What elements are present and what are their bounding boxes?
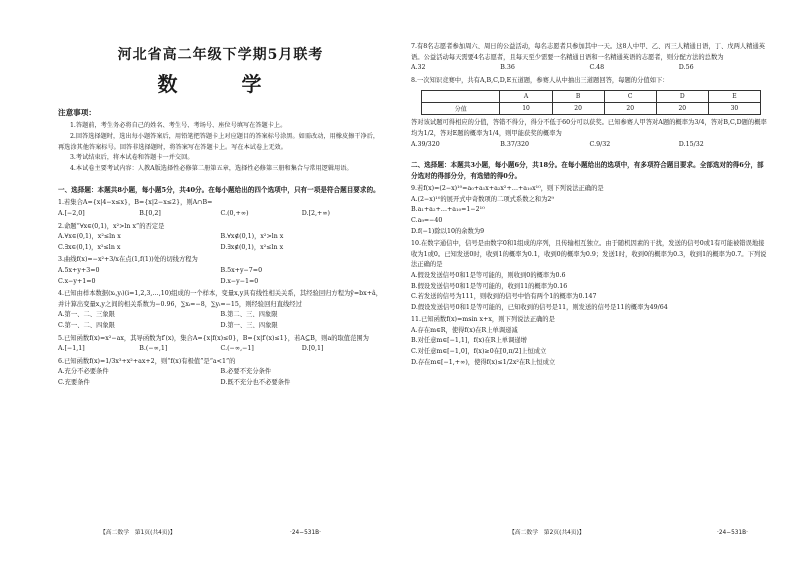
- option: B.[0,2]: [139, 210, 161, 218]
- question-stem: 8.一次知识竞赛中，共有A,B,C,D,E五道题，参赛人从中抽出三道题回答，每题的分值如下：: [411, 76, 669, 84]
- options-q4: [58, 310, 383, 331]
- question-stem-continued: 答对该试题可得相应的分值，答错不得分，得分不低于60分可以获奖。已知参赛人甲答对A题的概率为3/4，答对B,C,D题的概率均为1/2，答对E题的概率为1/4，则甲能获奖的概率为: [411, 119, 767, 137]
- option: A.39/320: [411, 140, 440, 148]
- table-cell: 30: [708, 103, 760, 115]
- option: A.假设发送信号0和1是等可能的，则收到0的概率为0.6: [411, 271, 566, 279]
- option: D.既不充分也不必要条件: [220, 378, 291, 386]
- notes-heading: 注意事项：: [58, 108, 96, 117]
- option: B.第二、三、四象限: [220, 311, 278, 319]
- option: C.(0,+∞): [220, 210, 249, 218]
- option: B.∀x∉(0,1)，x²>ln x: [220, 233, 284, 241]
- table-header-row: [422, 91, 761, 103]
- table-cell: [422, 91, 500, 103]
- question-stem: 5.已知函数f(x)=x²−ax，其导函数为f′(x)，集合A={x|f(x)≤0}，B={x|f′(x)≤1}，若A⊆B，则a的取值范围为: [58, 334, 369, 342]
- section-heading-1: 一、选择题：本题共8小题，每小题5分，共40分。在每小题给出的四个选项中，只有一项是符合题目要求的。: [58, 185, 380, 194]
- question-stem: 11.已知函数f(x)=msin x+x，则下列说法正确的是: [411, 316, 555, 324]
- options-q1: [58, 209, 383, 220]
- options-q2: [58, 232, 383, 253]
- notes-list: [58, 121, 383, 175]
- option: D.存在m∈[−1,+∞)，使得f(x)≤1/2x²在R上恒成立: [411, 358, 556, 366]
- note-item: 3.考试结束后，将本试卷和答题卡一并交回。: [70, 154, 194, 162]
- options-q5: [58, 344, 383, 355]
- note-item: 1.答题前，考生务必将自己的姓名、考生号、考场号、座位号填写在答题卡上。: [70, 122, 287, 129]
- table-cell: 20: [656, 103, 708, 115]
- exam-title: 河北省高二年级下学期5月联考: [117, 47, 324, 63]
- option: C.充要条件: [58, 378, 90, 386]
- option: A.∀x∈(0,1)，x²≤ln x: [58, 233, 121, 241]
- table-cell: 分值: [422, 103, 500, 115]
- table-cell: 10: [500, 103, 552, 115]
- page-2: [397, 0, 794, 562]
- footer-code: ·24−531B·: [717, 530, 748, 536]
- note-item: 4.本试卷主要考试内容：人教A版选择性必修第二册第五章，选择性必修第三册和集合与常用逻辑用语。: [70, 165, 353, 173]
- footer-page-label: 【高二数学 第1页(共4页)】: [100, 530, 176, 536]
- option: A.5x+y+3=0: [58, 267, 100, 275]
- footer-page-label: 【高二数学 第2页(共4页)】: [509, 530, 585, 536]
- table-row: [422, 103, 761, 115]
- option: C.48: [589, 64, 605, 72]
- option: C.a₉=−40: [411, 216, 443, 224]
- question-stem: 6.已知函数f(x)=1/3x³+x²+ax+2，则“f(x)有极值”是“a<1”的: [58, 357, 236, 365]
- option: D.[2,+∞): [301, 210, 331, 218]
- option: B.对任意m∈[−1,1]，f(x)在R上单调递增: [411, 337, 527, 345]
- option: B.5x+y−7=0: [220, 267, 263, 275]
- option: C.(−∞,−1]: [220, 345, 254, 353]
- table-cell: C: [604, 91, 656, 103]
- table-cell: B: [552, 91, 604, 103]
- table-cell: E: [708, 91, 760, 103]
- option: C.9/32: [589, 140, 611, 148]
- option: A.充分不必要条件: [58, 368, 109, 376]
- section-heading-2: 二、选择题：本题共3小题，每小题6分，共18分。在每小题给出的选项中，有多项符合题目要求。全部选对的得6分，部分选对的得部分分，有选错的得0分。: [411, 161, 764, 180]
- table-cell: D: [656, 91, 708, 103]
- table-cell: A: [500, 91, 552, 103]
- question-list: [58, 198, 383, 388]
- option: B.a₁+a₂+…+a₁₀=1−2¹⁰: [411, 206, 485, 214]
- question-stem: 1.若集合A={x|4−x≤x}，B={x|2−x≤2}，则A∩B=: [58, 199, 213, 207]
- option: D.[0,1]: [301, 345, 324, 353]
- option: C.若发送的信号为111，则收到的信号中恰有两个1的概率为0.147: [411, 293, 597, 301]
- score-table: [421, 90, 761, 115]
- options-q9: [411, 195, 768, 237]
- question-stem: 9.若f(x)=(2−x)¹⁰=a₀+a₁x+a₂x²+…+a₁₀x¹⁰，则下列说法正确的是: [411, 185, 604, 193]
- question-stem: 10.在数字通信中，信号是由数字0和1组成的序列，且传输相互独立。由于随机因素的干扰，发送的信号0或1有可能被错误地接收为1或0。已知发送0时，收到1的概率为0.1，收到0的概率为0.9；发送1时，收到0的概率为0.3，收到1的概率为0.7。下列说法正确的是: [411, 240, 767, 269]
- option: D.∃x∉(0,1)，x²≤ln x: [220, 243, 284, 251]
- option: A.(2−x)¹⁰的展开式中奇数项的二项式系数之和为2⁹: [411, 195, 554, 203]
- option: D.56: [678, 64, 694, 72]
- note-item: 2.回答选择题时，选出每小题答案后，用铅笔把答题卡上对应题目的答案标号涂黑。如需改动，用橡皮擦干净后，再选涂其他答案标号。回答非选择题时，将答案写在答题卡上。写在本试卷上无效。: [58, 132, 380, 151]
- question-stem: 7.有8名志愿者参加周六、周日的公益活动，每名志愿者只参加其中一天。这8人中甲、乙、丙三人精通日语，丁、戊两人精通英语。公益活动每天需要4名志愿者，且每天至少需要一名精通日语和一名精通英语的志愿者，则分配方法的总数为: [411, 43, 766, 61]
- option: D.x−y−1=0: [220, 277, 259, 285]
- option: D.假设发送信号0和1是等可能的，已知收到的信号是11，则发送的信号是11的概率为49/64: [411, 303, 668, 311]
- table-cell: 20: [552, 103, 604, 115]
- option: C.∃x∈(0,1)，x²≤ln x: [58, 243, 121, 251]
- option: C.x−y+1=0: [58, 277, 96, 285]
- question-stem: 2.命题“∀x∈(0,1)，x²>ln x”的否定是: [58, 222, 165, 230]
- option: D.15/32: [678, 140, 704, 148]
- option: B.(−∞,1]: [139, 345, 168, 353]
- footer-code: ·24−531B·: [290, 530, 321, 536]
- option: C.对任意m∈[−1,0]，f(x)≥0在[0,π/2]上恒成立: [411, 348, 547, 356]
- options-q11: [411, 326, 768, 368]
- options-q7: [411, 63, 768, 74]
- option: A.[−1,1]: [58, 345, 85, 353]
- option: A.32: [411, 64, 426, 72]
- question-stem: 4.已知由样本数据(xᵢ,yᵢ)(i=1,2,3,…,10)组成的一个样本，变量x,y具有线性相关关系，其经验回归方程为ŷ=bx+â，并计算出变量x,y之间的相关系数为−0.96，∑xᵢ=−8，∑yᵢ=−15，则经验回归直线经过: [58, 290, 383, 308]
- option: B.必要不充分条件: [220, 368, 272, 376]
- option: A.第一、二、三象限: [58, 311, 115, 319]
- option: D.f(−1)除以10的余数为9: [411, 227, 485, 235]
- options-q10: [411, 271, 768, 313]
- option: B.37/320: [500, 140, 530, 148]
- option: C.第一、二、四象限: [58, 322, 115, 330]
- subject-title: 数 学: [157, 72, 284, 96]
- option: A.[−2,0]: [58, 210, 85, 218]
- table-cell: 20: [604, 103, 656, 115]
- option: D.第一、三、四象限: [220, 322, 278, 330]
- options-q6: [58, 367, 383, 388]
- options-q3: [58, 266, 383, 287]
- options-q8: [411, 140, 768, 151]
- option: B.假设发送信号0和1是等可能的，收到11的概率为0.16: [411, 282, 568, 290]
- option: A.存在m∈R，使得f(x)在R上单调递减: [411, 326, 518, 334]
- question-stem: 3.曲线f(x)=−x²+3/x在点(1,f(1))处的切线方程为: [58, 256, 198, 264]
- option: B.36: [500, 64, 515, 72]
